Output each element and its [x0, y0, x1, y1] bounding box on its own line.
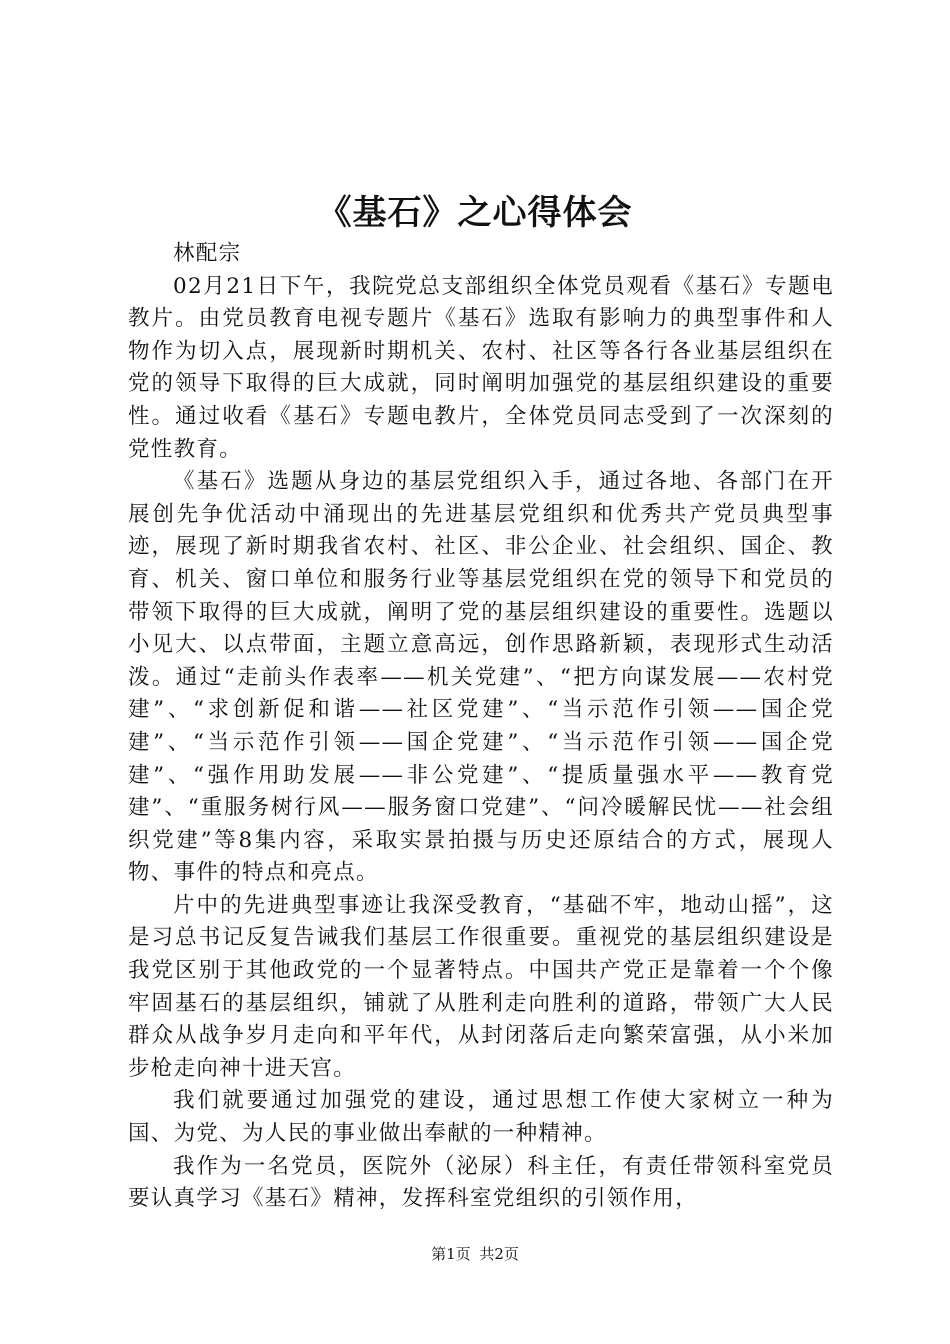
document-title: 《基石》之心得体会	[317, 193, 633, 233]
author-name: 林配宗	[173, 241, 242, 266]
document-body	[128, 238, 834, 1216]
paragraph: 《基石》选题从身边的基层党组织入手，通过各地、各部门在开展创先争优活动中涌现出的先进基层党组织和优秀共产党员典型事迹，展现了新时期我省农村、社区、非公企业、社会组织、国企、教育、机关、窗口单位和服务行业等基层党组织在党的领导下和党员的带领下取得的巨大成就，阐明了党的基层组织建设的重要性。选题以小见大、以点带面，主题立意高远，创作思路新颖，表现形式生动活泼。通过“走前头作表率——机关党建”、“把方向谋发展——农村党建”、“求创新促和谐——社区党建”、“当示范作引领——国企党建”、“当示范作引领——国企党建”、“当示范作引领——国企党建”、“强作用助发展——非公党建”、“提质量强水平——教育党建”、“重服务树行风——服务窗口党建”、“问冷暖解民忧——社会组织党建”等8集内容，采取实景拍摄与历史还原结合的方式，展现人物、事件的特点和亮点。	[128, 469, 834, 886]
paragraph: 片中的先进典型事迹让我深受教育，“基础不牢，地动山摇”，这是习总书记反复告诫我们基层工作很重要。重视党的基层组织建设是我党区别于其他政党的一个显著特点。中国共产党正是靠着一个个像牢固基石的基层组织，铺就了从胜利走向胜利的道路，带领广大人民群众从战争岁月走向和平年代，从封闭落后走向繁荣富强，从小米加步枪走向神十进天宫。	[128, 892, 834, 1081]
page-number: 第1页	[431, 1245, 471, 1263]
page-total: 共2页	[479, 1245, 519, 1263]
paragraph: 02月21日下午，我院党总支部组织全体党员观看《基石》专题电教片。由党员教育电视专题片《基石》选取有影响力的典型事件和人物作为切入点，展现新时期机关、农村、社区等各行各业基层组织在党的领导下取得的巨大成就，同时阐明加强党的基层组织建设的重要性。通过收看《基石》专题电教片，全体党员同志受到了一次深刻的党性教育。	[128, 273, 834, 462]
page-footer	[0, 1243, 950, 1264]
paragraph: 我作为一名党员，医院外（泌尿）科主任，有责任带领科室党员要认真学习《基石》精神，发挥科室党组织的引领作用，	[128, 1153, 834, 1212]
paragraph: 我们就要通过加强党的建设，通过思想工作使大家树立一种为国、为党、为人民的事业做出奉献的一种精神。	[128, 1088, 834, 1147]
